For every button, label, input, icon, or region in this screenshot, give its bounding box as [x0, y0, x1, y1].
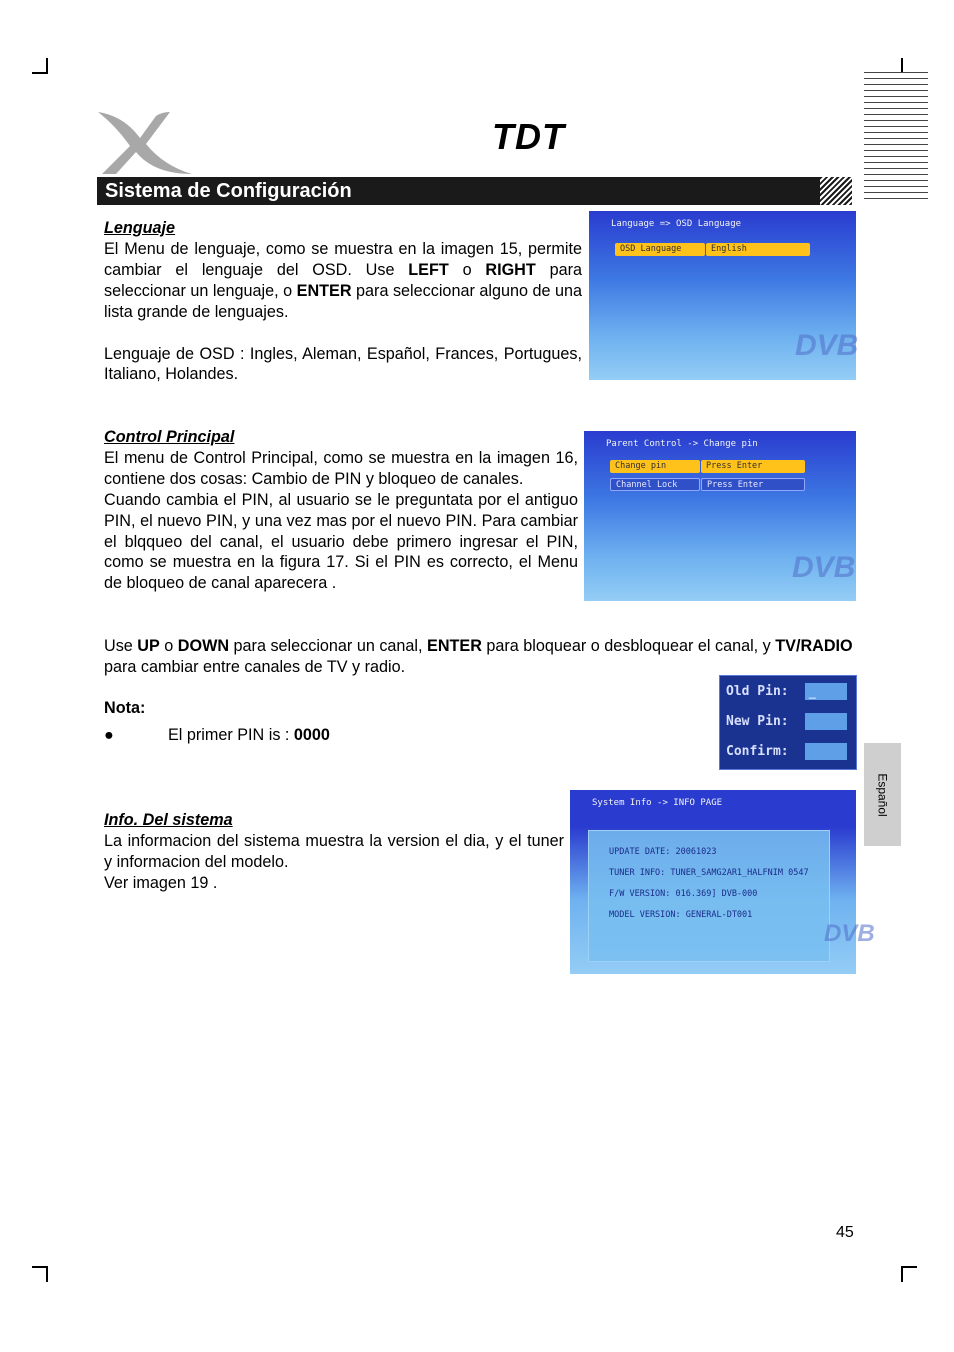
screen2-title: Parent Control -> Change pin [606, 439, 758, 449]
page-number: 45 [836, 1224, 854, 1241]
osd-language-label: OSD Language [615, 243, 705, 256]
nota-section [104, 698, 504, 746]
crop-mark-top-left [32, 58, 48, 74]
nota-heading: Nota: [104, 699, 146, 717]
crop-mark-bottom-right [901, 1266, 917, 1282]
control-paragraph-2: Cuando cambia el PIN, al usuario se le preguntata por el antiguo PIN, el nuevo PIN, y una vez mas por el nuevo PIN. Para cambiar el blqqueo del canal, el usuario debe primero ingresar el PIN, como se muestra en la figura 17. Si el PIN es correcto, el Menu de bloqueo de canal aparecera . [104, 490, 578, 593]
control-paragraph-1: El menu de Control Principal, como se muestra en la imagen 16, contiene dos cosas: Cambio de PIN y bloqueo de canales. [104, 448, 578, 488]
channel-lock-label: Channel Lock [610, 478, 700, 491]
control-section [104, 427, 578, 594]
nota-item: ● El primer PIN is : 0000 [104, 725, 330, 744]
new-pin-field [805, 713, 847, 730]
info-paragraph-1: La informacion del sistema muestra la version el dia, y el tuner y informacion del modelo. [104, 831, 564, 871]
control-heading: Control Principal [104, 428, 235, 446]
lenguaje-paragraph: El Menu de lenguaje, como se muestra en la imagen 15, permite cambiar el lenguaje del OSD. Use LEFT o RIGHT para seleccionar un lenguaje, o ENTER para seleccionar alguno de una lista grande de lenguajes. [104, 239, 582, 321]
dvb-logo: DVB [824, 920, 875, 947]
screen4-title: System Info -> INFO PAGE [592, 798, 723, 808]
info-heading: Info. Del sistema [104, 811, 233, 829]
page-title: TDT [492, 116, 565, 157]
system-info-screenshot [570, 790, 875, 974]
pin-entry-screenshot [719, 675, 857, 770]
change-pin-label: Change pin [610, 460, 700, 473]
language-menu-screenshot [589, 211, 859, 380]
dvb-logo: DVB [795, 329, 859, 362]
brand-logo [94, 108, 194, 178]
lenguaje-section [104, 218, 582, 385]
pin-cursor: _ [809, 685, 816, 699]
control-paragraph-3: Use UP o DOWN para seleccionar un canal, ENTER para bloquear o desbloquear el canal, y TV/RADIO para cambiar entre canales de TV y radio. [104, 637, 853, 676]
channel-lock-value: Press Enter [701, 478, 805, 491]
fw-version: F/W VERSION: 016.369] DVB-000 [609, 889, 758, 899]
old-pin-field [805, 683, 847, 700]
confirm-field [805, 743, 847, 760]
section-stripes [820, 177, 852, 205]
update-date: UPDATE DATE: 20061023 [609, 847, 717, 857]
model-version: MODEL VERSION: GENERAL-DT001 [609, 910, 753, 920]
decorative-lines [864, 72, 928, 200]
change-pin-value: Press Enter [701, 460, 805, 473]
info-paragraph-2: Ver imagen 19 . [104, 873, 218, 892]
info-panel [588, 830, 830, 962]
bullet: ● [104, 725, 114, 744]
lenguaje-heading: Lenguaje [104, 219, 176, 237]
osd-language-value: English [706, 243, 810, 256]
side-tab-label: Español [875, 772, 890, 817]
dvb-logo: DVB [792, 551, 856, 584]
section-title: Sistema de Configuración [105, 180, 352, 202]
old-pin-label: Old Pin: [726, 684, 789, 699]
screen1-title: Language => OSD Language [611, 219, 742, 229]
info-section [104, 810, 564, 894]
new-pin-label: New Pin: [726, 714, 789, 729]
lenguaje-osd-list: Lenguaje de OSD : Ingles, Aleman, Español, Frances, Portugues, Italiano, Holandes. [104, 344, 582, 384]
crop-mark-bottom-left [32, 1266, 48, 1282]
confirm-label: Confirm: [726, 744, 789, 759]
tuner-info: TUNER INFO: TUNER_SAMG2AR1_HALFNIM 0547 [609, 868, 809, 878]
parent-control-screenshot [584, 431, 856, 601]
